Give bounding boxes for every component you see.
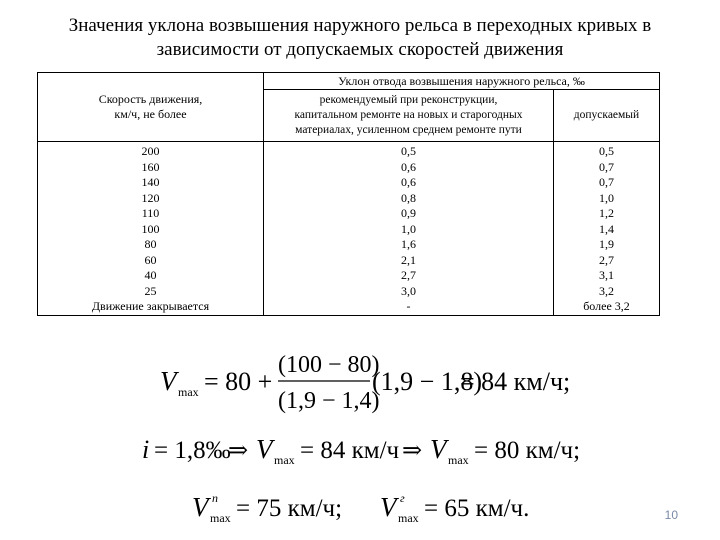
formula3-v1-var: V [192,492,209,522]
speed-cell: Движение закрывается [91,299,210,313]
speed-cell: 120 [141,190,160,205]
formula3-v2-val: = 65 км/ч. [424,495,530,522]
allowed-cell: 1,4 [599,221,614,236]
formula3-v2-sub: max [398,511,419,525]
recommended-cell: 0,6 [401,159,416,174]
formula-train-speeds [190,490,550,526]
formula3-v2-sup: г [400,491,405,505]
allowed-cell: 1,2 [599,206,614,220]
allowed-cell: 0,7 [599,175,614,189]
formula2-v1-val: = 84 км/ч [300,437,400,464]
formula3-v1-val: = 75 км/ч; [236,495,343,522]
recommended-cell: 0,6 [401,175,416,189]
formula1-lhs-sub: max [178,385,199,399]
formula2-v1-var: V [256,434,273,464]
recommended-cell: 3,0 [401,283,416,298]
header-allowed: допускаемый [554,90,660,142]
header-slope: Уклон отвода возвышения наружного рельса, ‰ [264,73,660,90]
formula3-v2-var: V [380,492,397,522]
speed-cell: 80 [144,237,157,251]
header-speed-line-2: км/ч, не более [114,107,187,121]
header-recommended-line-3: материалах, усиленном среднем ремонте пути [295,124,522,136]
recommended-cell: 2,7 [401,268,416,282]
implies-arrow-icon: ⇒ [228,436,249,464]
speed-cell: 100 [141,221,160,236]
speed-cell: 60 [144,252,157,267]
allowed-cell: 0,7 [599,159,614,174]
speed-cell: 40 [144,268,157,282]
recommended-cell: 1,0 [401,221,416,236]
recommended-cell: 2,1 [401,252,416,267]
allowed-cell: 0,5 [599,144,614,158]
slope-table [37,72,660,316]
recommended-cell: - [406,299,411,313]
formula1-result: = 84 км/ч; [460,367,571,396]
formula-slope-to-speed [140,432,600,468]
header-recommended [264,90,554,142]
recommended-cell: 0,5 [401,144,416,158]
formula1-numerator: (100 − 80) [278,352,380,378]
formula2-v2-val: = 80 км/ч; [474,437,581,464]
speed-cell: 25 [144,283,157,298]
formula2-i-val: = 1,8‰ [154,437,231,464]
formula2-v1-sub: max [274,453,295,467]
title-line-1: Значения уклона возвышения наружного рельса в переходных кривых в [68,15,652,36]
formula-interpolation [160,346,580,418]
allowed-cell: 3,1 [599,268,614,282]
speed-cell: 140 [141,175,160,189]
formula3-v1-sub: max [210,511,231,525]
implies-arrow-icon: ⇒ [402,436,423,464]
speed-cell: 160 [141,159,160,174]
recommended-cell: 0,8 [401,190,416,205]
allowed-cell: 1,0 [599,190,614,205]
allowed-cell: 2,7 [599,252,614,267]
formula1-eq-start: = 80 + [204,367,273,396]
header-speed [38,73,264,142]
speed-cell: 110 [141,206,160,220]
speed-cell: 200 [141,144,160,158]
allowed-cell: 3,2 [599,283,614,298]
title-line-2: зависимости от допускаемых скоростей движения [156,39,564,60]
allowed-cell: 1,9 [599,237,614,251]
page-title [20,14,700,62]
recommended-column [264,142,554,316]
formula2-v2-sub: max [448,453,469,467]
formula1-denominator: (1,9 − 1,4) [278,388,380,414]
page-number: 10 [664,508,678,522]
formula3-v1-sup: п [212,491,218,505]
formula2-i-var: i [142,435,150,464]
allowed-cell: более 3,2 [583,299,630,313]
allowed-column [554,142,660,316]
speed-column [38,142,264,316]
recommended-cell: 1,6 [401,237,416,251]
formula2-v2-var: V [430,434,447,464]
header-speed-line-1: Скорость движения, [98,92,203,106]
header-recommended-line-2: капитальном ремонте на новых и старогодных [294,109,523,121]
header-recommended-line-1: рекомендуемый при реконструкции, [319,94,498,106]
recommended-cell: 0,9 [401,206,416,220]
formula1-lhs-var: V [160,366,177,396]
formula1-factor: (1,9 − 1,8) [372,367,482,396]
